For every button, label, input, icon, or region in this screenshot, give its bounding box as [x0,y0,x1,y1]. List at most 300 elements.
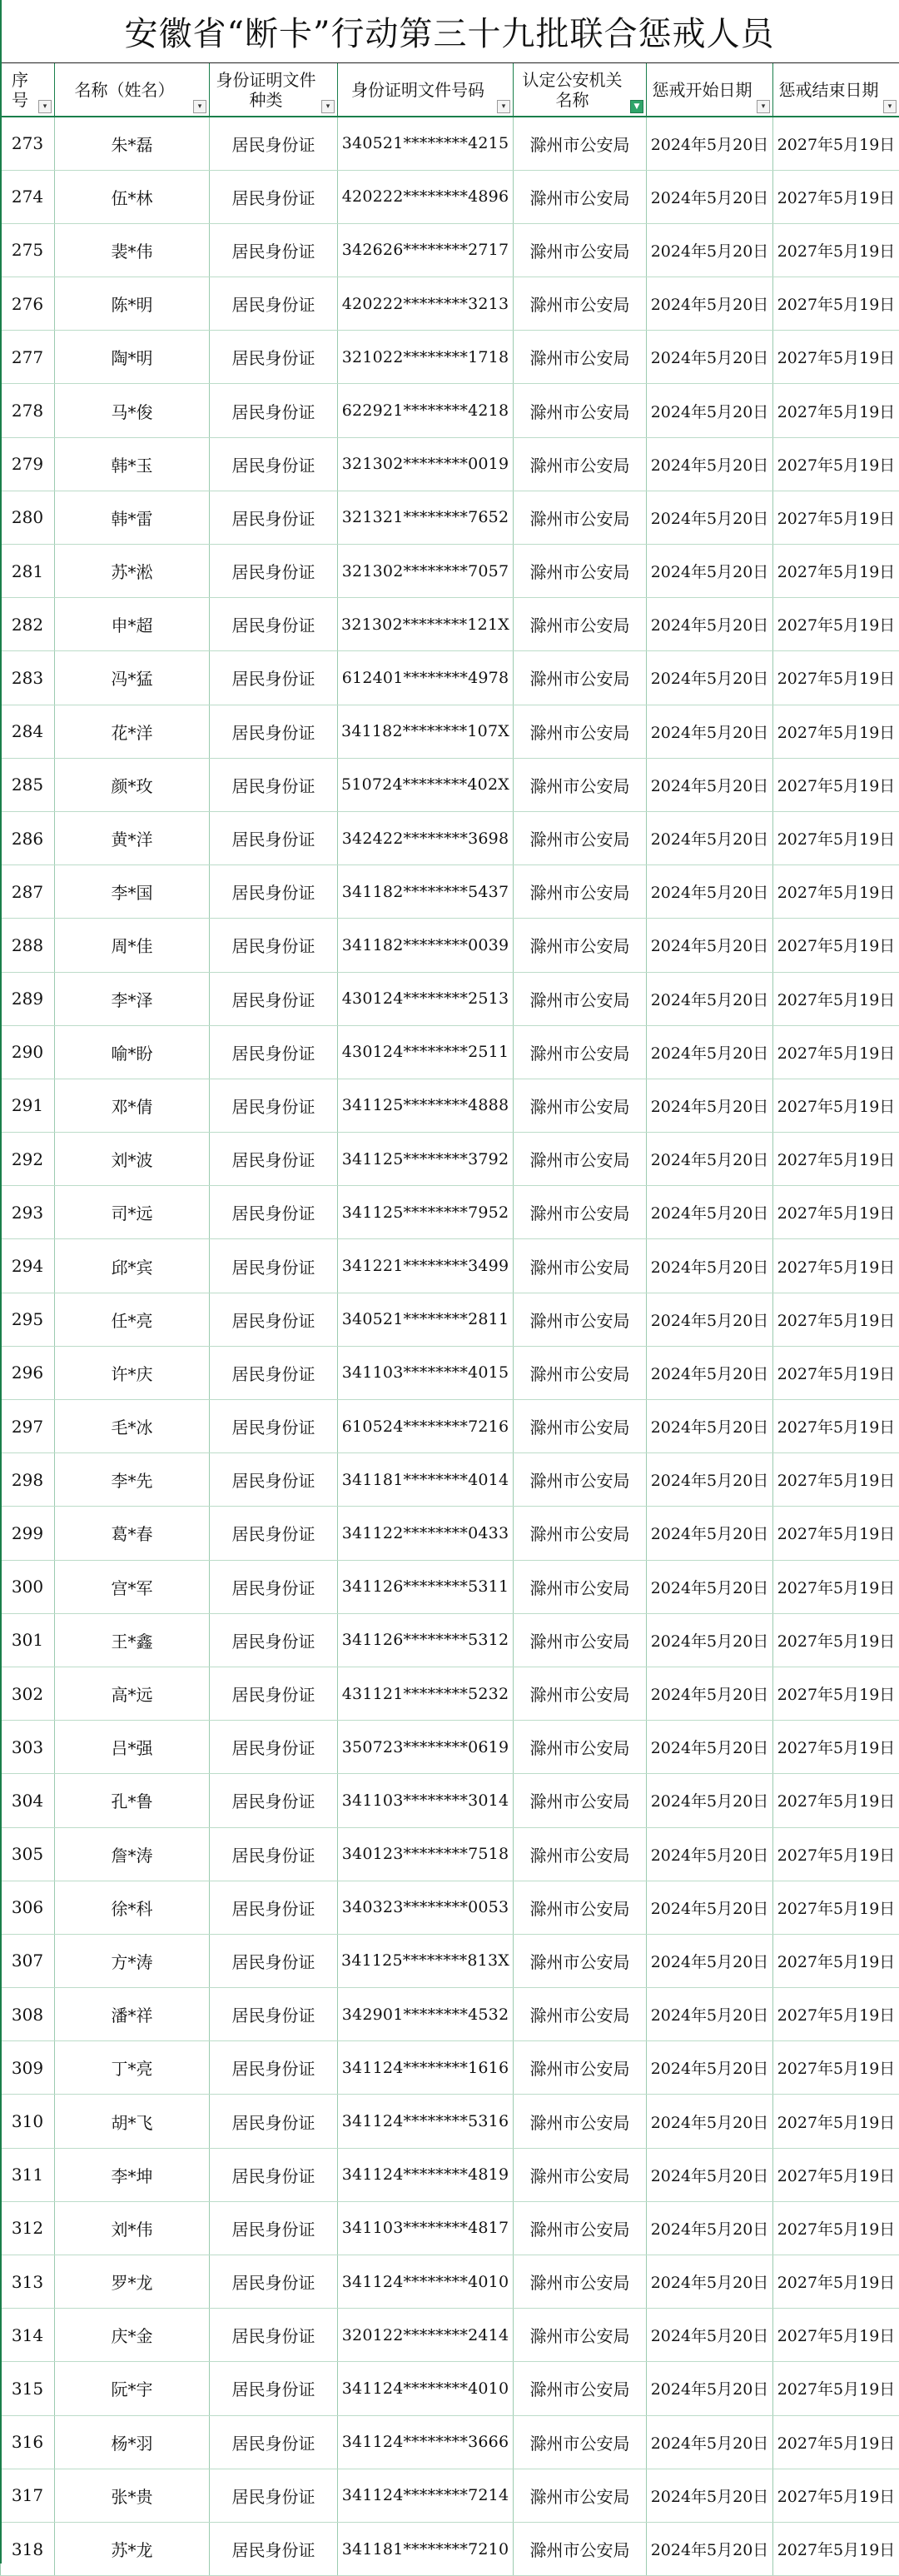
cell-name[interactable]: 韩*雷 [55,491,210,544]
cell-no[interactable]: 277 [1,331,55,384]
cell-start-date[interactable]: 2024年5月20日 [647,1293,773,1346]
cell-id-type[interactable]: 居民身份证 [210,331,338,384]
cell-id-number[interactable]: 341221********3499 [338,1239,514,1293]
chevron-down-icon[interactable]: ▾ [321,100,335,113]
cell-authority[interactable]: 滁州市公安局 [514,651,647,705]
cell-id-number[interactable]: 341124********4819 [338,2148,514,2201]
cell-name[interactable]: 司*远 [55,1186,210,1239]
cell-name[interactable]: 朱*磊 [55,117,210,170]
cell-id-number[interactable]: 610524********7216 [338,1400,514,1453]
cell-authority[interactable]: 滁州市公安局 [514,223,647,277]
cell-start-date[interactable]: 2024年5月20日 [647,2255,773,2309]
cell-no[interactable]: 286 [1,811,55,864]
chevron-down-icon[interactable]: ▾ [497,100,510,113]
cell-end-date[interactable]: 2027年5月19日 [773,2095,899,2148]
cell-start-date[interactable]: 2024年5月20日 [647,758,773,811]
cell-no[interactable]: 312 [1,2201,55,2255]
cell-end-date[interactable]: 2027年5月19日 [773,1079,899,1132]
cell-id-number[interactable]: 341125********7952 [338,1186,514,1239]
cell-id-number[interactable]: 341103********3014 [338,1774,514,1827]
cell-name[interactable]: 申*超 [55,598,210,651]
cell-id-type[interactable]: 居民身份证 [210,1774,338,1827]
cell-name[interactable]: 高*远 [55,1667,210,1720]
cell-start-date[interactable]: 2024年5月20日 [647,1881,773,1934]
cell-name[interactable]: 任*亮 [55,1293,210,1346]
cell-no[interactable]: 290 [1,1025,55,1079]
cell-id-number[interactable]: 341125********4888 [338,1079,514,1132]
cell-authority[interactable]: 滁州市公安局 [514,811,647,864]
cell-start-date[interactable]: 2024年5月20日 [647,1934,773,1987]
cell-no[interactable]: 282 [1,598,55,651]
cell-name[interactable]: 阮*宇 [55,2362,210,2415]
cell-id-type[interactable]: 居民身份证 [210,1934,338,1987]
cell-no[interactable]: 314 [1,2309,55,2362]
cell-id-type[interactable]: 居民身份证 [210,2148,338,2201]
cell-id-number[interactable]: 321302********0019 [338,437,514,491]
cell-authority[interactable]: 滁州市公安局 [514,2415,647,2469]
cell-no[interactable]: 283 [1,651,55,705]
cell-id-number[interactable]: 350723********0619 [338,1721,514,1774]
cell-name[interactable]: 李*泽 [55,972,210,1025]
cell-authority[interactable]: 滁州市公安局 [514,384,647,437]
cell-no[interactable]: 316 [1,2415,55,2469]
cell-authority[interactable]: 滁州市公安局 [514,1453,647,1507]
cell-id-type[interactable]: 居民身份证 [210,651,338,705]
cell-no[interactable]: 280 [1,491,55,544]
cell-start-date[interactable]: 2024年5月20日 [647,919,773,972]
cell-no[interactable]: 296 [1,1346,55,1399]
cell-id-type[interactable]: 居民身份证 [210,972,338,1025]
cell-authority[interactable]: 滁州市公安局 [514,1721,647,1774]
cell-end-date[interactable]: 2027年5月19日 [773,1613,899,1667]
cell-end-date[interactable]: 2027年5月19日 [773,2469,899,2522]
cell-authority[interactable]: 滁州市公安局 [514,1239,647,1293]
cell-start-date[interactable]: 2024年5月20日 [647,1560,773,1613]
cell-name[interactable]: 方*涛 [55,1934,210,1987]
cell-no[interactable]: 287 [1,865,55,919]
cell-id-number[interactable]: 341124********7214 [338,2469,514,2522]
cell-end-date[interactable]: 2027年5月19日 [773,1827,899,1881]
cell-start-date[interactable]: 2024年5月20日 [647,865,773,919]
cell-id-type[interactable]: 居民身份证 [210,1881,338,1934]
cell-name[interactable]: 苏*淞 [55,545,210,598]
cell-id-type[interactable]: 居民身份证 [210,705,338,758]
cell-name[interactable]: 冯*猛 [55,651,210,705]
cell-start-date[interactable]: 2024年5月20日 [647,1025,773,1079]
cell-start-date[interactable]: 2024年5月20日 [647,598,773,651]
cell-name[interactable]: 伍*林 [55,170,210,223]
cell-authority[interactable]: 滁州市公安局 [514,1079,647,1132]
cell-name[interactable]: 徐*科 [55,1881,210,1934]
cell-end-date[interactable]: 2027年5月19日 [773,545,899,598]
cell-end-date[interactable]: 2027年5月19日 [773,437,899,491]
cell-id-type[interactable]: 居民身份证 [210,1239,338,1293]
cell-name[interactable]: 花*洋 [55,705,210,758]
cell-no[interactable]: 299 [1,1507,55,1560]
cell-start-date[interactable]: 2024年5月20日 [647,1079,773,1132]
cell-start-date[interactable]: 2024年5月20日 [647,2522,773,2575]
cell-end-date[interactable]: 2027年5月19日 [773,2522,899,2575]
cell-id-type[interactable]: 居民身份证 [210,2362,338,2415]
cell-no[interactable]: 308 [1,1988,55,2041]
cell-end-date[interactable]: 2027年5月19日 [773,2201,899,2255]
cell-start-date[interactable]: 2024年5月20日 [647,1453,773,1507]
cell-id-type[interactable]: 居民身份证 [210,598,338,651]
cell-id-type[interactable]: 居民身份证 [210,2309,338,2362]
cell-no[interactable]: 311 [1,2148,55,2201]
cell-authority[interactable]: 滁州市公安局 [514,1346,647,1399]
cell-no[interactable]: 318 [1,2522,55,2575]
cell-id-type[interactable]: 居民身份证 [210,277,338,331]
chevron-down-icon[interactable]: ▾ [757,100,770,113]
cell-id-type[interactable]: 居民身份证 [210,1560,338,1613]
cell-id-type[interactable]: 居民身份证 [210,223,338,277]
cell-start-date[interactable]: 2024年5月20日 [647,117,773,170]
cell-no[interactable]: 294 [1,1239,55,1293]
cell-id-number[interactable]: 341124********1616 [338,2041,514,2095]
cell-name[interactable]: 李*先 [55,1453,210,1507]
cell-id-number[interactable]: 622921********4218 [338,384,514,437]
cell-id-number[interactable]: 341125********3792 [338,1133,514,1186]
cell-no[interactable]: 300 [1,1560,55,1613]
cell-id-number[interactable]: 341124********5316 [338,2095,514,2148]
cell-id-type[interactable]: 居民身份证 [210,811,338,864]
cell-id-number[interactable]: 340521********2811 [338,1293,514,1346]
cell-start-date[interactable]: 2024年5月20日 [647,1133,773,1186]
cell-no[interactable]: 304 [1,1774,55,1827]
cell-no[interactable]: 274 [1,170,55,223]
cell-name[interactable]: 罗*龙 [55,2255,210,2309]
cell-id-number[interactable]: 320122********2414 [338,2309,514,2362]
cell-authority[interactable]: 滁州市公安局 [514,1507,647,1560]
cell-no[interactable]: 317 [1,2469,55,2522]
cell-no[interactable]: 309 [1,2041,55,2095]
cell-authority[interactable]: 滁州市公安局 [514,1025,647,1079]
cell-id-number[interactable]: 341182********5437 [338,865,514,919]
cell-id-number[interactable]: 341103********4817 [338,2201,514,2255]
cell-end-date[interactable]: 2027年5月19日 [773,117,899,170]
cell-no[interactable]: 276 [1,277,55,331]
cell-id-number[interactable]: 341124********4010 [338,2362,514,2415]
cell-no[interactable]: 302 [1,1667,55,1720]
cell-authority[interactable]: 滁州市公安局 [514,117,647,170]
cell-id-type[interactable]: 居民身份证 [210,1507,338,1560]
cell-no[interactable]: 289 [1,972,55,1025]
cell-start-date[interactable]: 2024年5月20日 [647,223,773,277]
cell-end-date[interactable]: 2027年5月19日 [773,2362,899,2415]
cell-id-number[interactable]: 341182********107X [338,705,514,758]
cell-id-number[interactable]: 341124********3666 [338,2415,514,2469]
cell-name[interactable]: 韩*玉 [55,437,210,491]
cell-authority[interactable]: 滁州市公安局 [514,1881,647,1934]
cell-end-date[interactable]: 2027年5月19日 [773,170,899,223]
cell-end-date[interactable]: 2027年5月19日 [773,1721,899,1774]
cell-authority[interactable]: 滁州市公安局 [514,331,647,384]
cell-authority[interactable]: 滁州市公安局 [514,2362,647,2415]
cell-id-number[interactable]: 612401********4978 [338,651,514,705]
cell-no[interactable]: 301 [1,1613,55,1667]
cell-no[interactable]: 297 [1,1400,55,1453]
cell-no[interactable]: 305 [1,1827,55,1881]
cell-start-date[interactable]: 2024年5月20日 [647,545,773,598]
cell-name[interactable]: 马*俊 [55,384,210,437]
chevron-down-icon[interactable]: ▾ [193,100,206,113]
cell-start-date[interactable]: 2024年5月20日 [647,2362,773,2415]
cell-authority[interactable]: 滁州市公安局 [514,758,647,811]
cell-no[interactable]: 278 [1,384,55,437]
cell-id-type[interactable]: 居民身份证 [210,1293,338,1346]
cell-name[interactable]: 刘*伟 [55,2201,210,2255]
cell-no[interactable]: 285 [1,758,55,811]
cell-authority[interactable]: 滁州市公安局 [514,2309,647,2362]
cell-end-date[interactable]: 2027年5月19日 [773,1239,899,1293]
cell-name[interactable]: 吕*强 [55,1721,210,1774]
cell-authority[interactable]: 滁州市公安局 [514,598,647,651]
cell-authority[interactable]: 滁州市公安局 [514,1133,647,1186]
cell-id-number[interactable]: 340123********7518 [338,1827,514,1881]
cell-authority[interactable]: 滁州市公安局 [514,972,647,1025]
cell-end-date[interactable]: 2027年5月19日 [773,331,899,384]
cell-start-date[interactable]: 2024年5月20日 [647,1774,773,1827]
chevron-down-icon[interactable]: ▾ [38,100,52,113]
cell-start-date[interactable]: 2024年5月20日 [647,1988,773,2041]
cell-end-date[interactable]: 2027年5月19日 [773,919,899,972]
cell-id-number[interactable]: 341124********4010 [338,2255,514,2309]
cell-end-date[interactable]: 2027年5月19日 [773,1667,899,1720]
cell-id-type[interactable]: 居民身份证 [210,2041,338,2095]
cell-no[interactable]: 315 [1,2362,55,2415]
cell-end-date[interactable]: 2027年5月19日 [773,491,899,544]
cell-no[interactable]: 303 [1,1721,55,1774]
cell-end-date[interactable]: 2027年5月19日 [773,1934,899,1987]
cell-id-number[interactable]: 510724********402X [338,758,514,811]
cell-id-type[interactable]: 居民身份证 [210,2415,338,2469]
cell-id-type[interactable]: 居民身份证 [210,1133,338,1186]
cell-start-date[interactable]: 2024年5月20日 [647,1186,773,1239]
cell-start-date[interactable]: 2024年5月20日 [647,2469,773,2522]
cell-start-date[interactable]: 2024年5月20日 [647,1346,773,1399]
cell-name[interactable]: 黄*洋 [55,811,210,864]
cell-end-date[interactable]: 2027年5月19日 [773,2309,899,2362]
cell-name[interactable]: 詹*涛 [55,1827,210,1881]
cell-authority[interactable]: 滁州市公安局 [514,2469,647,2522]
cell-start-date[interactable]: 2024年5月20日 [647,1507,773,1560]
cell-id-type[interactable]: 居民身份证 [210,117,338,170]
cell-authority[interactable]: 滁州市公安局 [514,1293,647,1346]
cell-id-number[interactable]: 430124********2511 [338,1025,514,1079]
cell-authority[interactable]: 滁州市公安局 [514,545,647,598]
cell-name[interactable]: 宫*军 [55,1560,210,1613]
cell-name[interactable]: 潘*祥 [55,1988,210,2041]
cell-end-date[interactable]: 2027年5月19日 [773,384,899,437]
cell-name[interactable]: 葛*春 [55,1507,210,1560]
cell-id-number[interactable]: 342901********4532 [338,1988,514,2041]
cell-authority[interactable]: 滁州市公安局 [514,1827,647,1881]
cell-id-number[interactable]: 321321********7652 [338,491,514,544]
cell-id-number[interactable]: 420222********3213 [338,277,514,331]
cell-authority[interactable]: 滁州市公安局 [514,919,647,972]
cell-end-date[interactable]: 2027年5月19日 [773,705,899,758]
cell-id-type[interactable]: 居民身份证 [210,2201,338,2255]
cell-no[interactable]: 275 [1,223,55,277]
cell-authority[interactable]: 滁州市公安局 [514,1667,647,1720]
cell-id-number[interactable]: 430124********2513 [338,972,514,1025]
cell-name[interactable]: 张*贵 [55,2469,210,2522]
cell-end-date[interactable]: 2027年5月19日 [773,1186,899,1239]
cell-start-date[interactable]: 2024年5月20日 [647,972,773,1025]
cell-start-date[interactable]: 2024年5月20日 [647,1721,773,1774]
cell-name[interactable]: 陈*明 [55,277,210,331]
cell-start-date[interactable]: 2024年5月20日 [647,1400,773,1453]
cell-id-number[interactable]: 341122********0433 [338,1507,514,1560]
cell-name[interactable]: 李*坤 [55,2148,210,2201]
cell-end-date[interactable]: 2027年5月19日 [773,811,899,864]
cell-name[interactable]: 李*国 [55,865,210,919]
cell-name[interactable]: 孔*鲁 [55,1774,210,1827]
cell-end-date[interactable]: 2027年5月19日 [773,1881,899,1934]
cell-start-date[interactable]: 2024年5月20日 [647,384,773,437]
cell-end-date[interactable]: 2027年5月19日 [773,1400,899,1453]
cell-start-date[interactable]: 2024年5月20日 [647,1613,773,1667]
cell-name[interactable]: 苏*龙 [55,2522,210,2575]
cell-id-type[interactable]: 居民身份证 [210,437,338,491]
cell-end-date[interactable]: 2027年5月19日 [773,972,899,1025]
cell-id-number[interactable]: 341125********813X [338,1934,514,1987]
cell-no[interactable]: 284 [1,705,55,758]
cell-id-number[interactable]: 341103********4015 [338,1346,514,1399]
cell-end-date[interactable]: 2027年5月19日 [773,2041,899,2095]
cell-authority[interactable]: 滁州市公安局 [514,1613,647,1667]
cell-name[interactable]: 邓*倩 [55,1079,210,1132]
cell-start-date[interactable]: 2024年5月20日 [647,491,773,544]
cell-id-number[interactable]: 342626********2717 [338,223,514,277]
cell-name[interactable]: 毛*冰 [55,1400,210,1453]
cell-id-type[interactable]: 居民身份证 [210,865,338,919]
cell-no[interactable]: 295 [1,1293,55,1346]
cell-id-type[interactable]: 居民身份证 [210,2095,338,2148]
cell-start-date[interactable]: 2024年5月20日 [647,2041,773,2095]
cell-authority[interactable]: 滁州市公安局 [514,2148,647,2201]
cell-end-date[interactable]: 2027年5月19日 [773,1507,899,1560]
cell-id-type[interactable]: 居民身份证 [210,1186,338,1239]
cell-name[interactable]: 喻*盼 [55,1025,210,1079]
cell-id-type[interactable]: 居民身份证 [210,384,338,437]
cell-end-date[interactable]: 2027年5月19日 [773,277,899,331]
cell-authority[interactable]: 滁州市公安局 [514,491,647,544]
cell-start-date[interactable]: 2024年5月20日 [647,2309,773,2362]
cell-id-type[interactable]: 居民身份证 [210,170,338,223]
cell-start-date[interactable]: 2024年5月20日 [647,277,773,331]
cell-name[interactable]: 王*鑫 [55,1613,210,1667]
cell-no[interactable]: 273 [1,117,55,170]
cell-id-number[interactable]: 321302********7057 [338,545,514,598]
cell-id-number[interactable]: 321302********121X [338,598,514,651]
cell-start-date[interactable]: 2024年5月20日 [647,1827,773,1881]
cell-authority[interactable]: 滁州市公安局 [514,2522,647,2575]
cell-id-number[interactable]: 341126********5312 [338,1613,514,1667]
cell-authority[interactable]: 滁州市公安局 [514,2041,647,2095]
cell-name[interactable]: 胡*飞 [55,2095,210,2148]
cell-authority[interactable]: 滁州市公安局 [514,1560,647,1613]
cell-id-type[interactable]: 居民身份证 [210,491,338,544]
cell-id-number[interactable]: 341182********0039 [338,919,514,972]
cell-end-date[interactable]: 2027年5月19日 [773,1560,899,1613]
cell-end-date[interactable]: 2027年5月19日 [773,1025,899,1079]
cell-authority[interactable]: 滁州市公安局 [514,170,647,223]
cell-id-type[interactable]: 居民身份证 [210,1827,338,1881]
cell-authority[interactable]: 滁州市公安局 [514,1934,647,1987]
cell-authority[interactable]: 滁州市公安局 [514,1988,647,2041]
cell-authority[interactable]: 滁州市公安局 [514,2095,647,2148]
cell-authority[interactable]: 滁州市公安局 [514,1400,647,1453]
cell-authority[interactable]: 滁州市公安局 [514,2255,647,2309]
cell-name[interactable]: 颜*玫 [55,758,210,811]
cell-no[interactable]: 292 [1,1133,55,1186]
cell-end-date[interactable]: 2027年5月19日 [773,2255,899,2309]
cell-name[interactable]: 裴*伟 [55,223,210,277]
cell-id-type[interactable]: 居民身份证 [210,1988,338,2041]
cell-start-date[interactable]: 2024年5月20日 [647,170,773,223]
cell-authority[interactable]: 滁州市公安局 [514,1774,647,1827]
cell-authority[interactable]: 滁州市公安局 [514,705,647,758]
cell-id-number[interactable]: 341181********4014 [338,1453,514,1507]
cell-id-type[interactable]: 居民身份证 [210,2469,338,2522]
cell-id-type[interactable]: 居民身份证 [210,1453,338,1507]
cell-no[interactable]: 279 [1,437,55,491]
cell-start-date[interactable]: 2024年5月20日 [647,2095,773,2148]
cell-no[interactable]: 307 [1,1934,55,1987]
cell-id-number[interactable]: 341126********5311 [338,1560,514,1613]
cell-name[interactable]: 邱*宾 [55,1239,210,1293]
cell-id-number[interactable]: 321022********1718 [338,331,514,384]
cell-id-number[interactable]: 420222********4896 [338,170,514,223]
cell-start-date[interactable]: 2024年5月20日 [647,331,773,384]
cell-start-date[interactable]: 2024年5月20日 [647,651,773,705]
cell-start-date[interactable]: 2024年5月20日 [647,437,773,491]
cell-id-type[interactable]: 居民身份证 [210,545,338,598]
cell-name[interactable]: 庆*金 [55,2309,210,2362]
cell-no[interactable]: 281 [1,545,55,598]
cell-start-date[interactable]: 2024年5月20日 [647,1239,773,1293]
cell-start-date[interactable]: 2024年5月20日 [647,2415,773,2469]
filter-funnel-icon[interactable]: ▼ [630,100,643,113]
cell-start-date[interactable]: 2024年5月20日 [647,705,773,758]
cell-authority[interactable]: 滁州市公安局 [514,2201,647,2255]
cell-start-date[interactable]: 2024年5月20日 [647,811,773,864]
cell-id-type[interactable]: 居民身份证 [210,1613,338,1667]
cell-authority[interactable]: 滁州市公安局 [514,437,647,491]
cell-id-type[interactable]: 居民身份证 [210,1025,338,1079]
cell-no[interactable]: 291 [1,1079,55,1132]
cell-id-number[interactable]: 340323********0053 [338,1881,514,1934]
cell-name[interactable]: 杨*羽 [55,2415,210,2469]
cell-id-type[interactable]: 居民身份证 [210,2522,338,2575]
cell-name[interactable]: 周*佳 [55,919,210,972]
cell-no[interactable]: 313 [1,2255,55,2309]
cell-id-type[interactable]: 居民身份证 [210,1346,338,1399]
cell-id-type[interactable]: 居民身份证 [210,1721,338,1774]
cell-id-number[interactable]: 340521********4215 [338,117,514,170]
cell-no[interactable]: 306 [1,1881,55,1934]
cell-name[interactable]: 丁*亮 [55,2041,210,2095]
cell-end-date[interactable]: 2027年5月19日 [773,2148,899,2201]
cell-no[interactable]: 310 [1,2095,55,2148]
cell-id-number[interactable]: 342422********3698 [338,811,514,864]
cell-end-date[interactable]: 2027年5月19日 [773,1346,899,1399]
cell-end-date[interactable]: 2027年5月19日 [773,1453,899,1507]
cell-end-date[interactable]: 2027年5月19日 [773,651,899,705]
cell-end-date[interactable]: 2027年5月19日 [773,2415,899,2469]
